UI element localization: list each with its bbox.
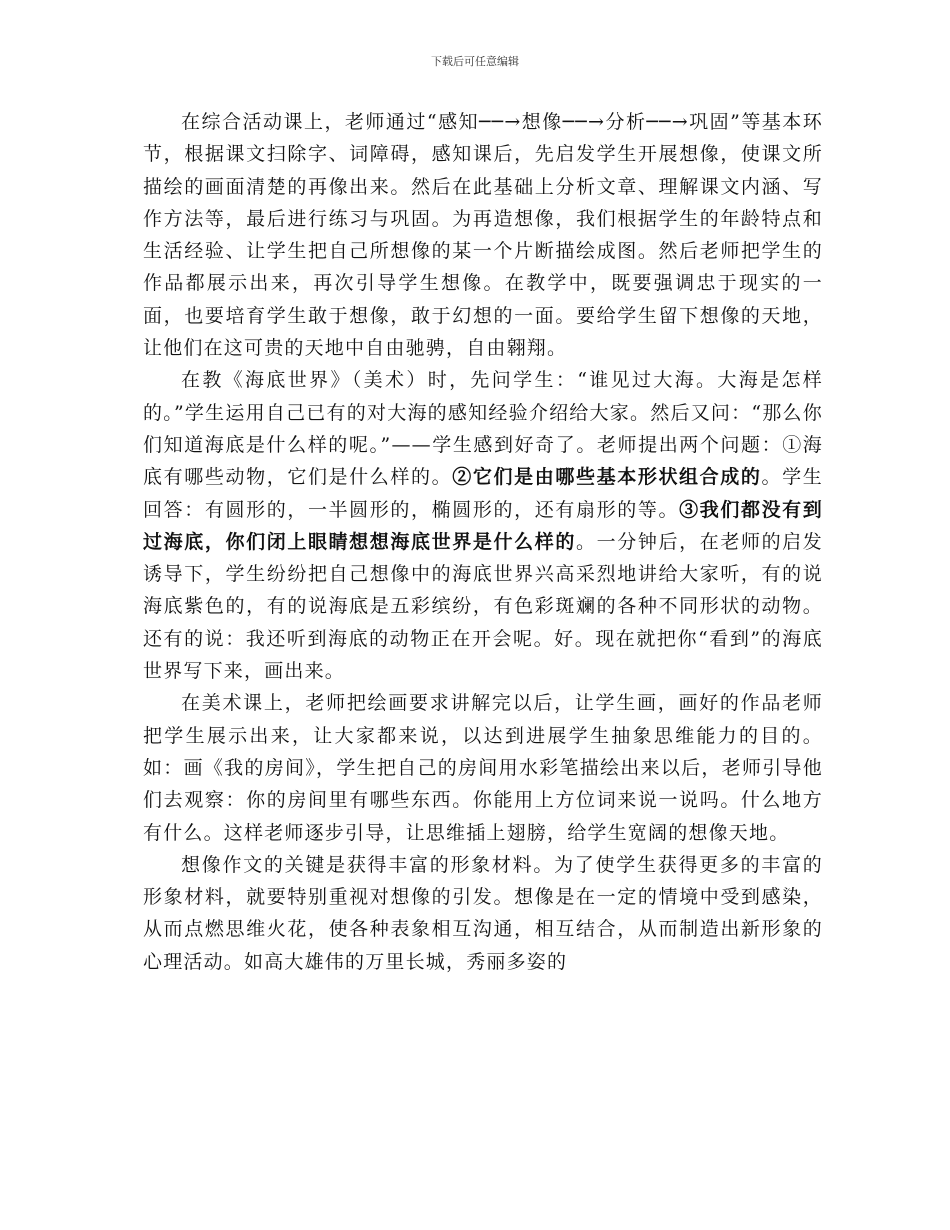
paragraph-2-bold-question-2: ②它们是由哪些基本形状组合成的: [452, 466, 762, 489]
paragraph-1: 在综合活动课上，老师通过“感知──→想像──→分析──→巩固”等基本环节，根据课文扫除字、词障碍，感知课后，先启发学生开展想像，使课文所描绘的画面清楚的再像出来。然后在此基础上分析文章、理解课文内涵、写作方法等，最后进行练习与巩固。为再造想像，我们根据学生的年龄特点和生活经验、让学生把自己所想像的某一个片断描绘成图。然后老师把学生的作品都展示出来，再次引导学生想像。在教学中，既要强调忠于现实的一面，也要培育学生敢于想像，敢于幻想的一面。要给学生留下想像的天地，让他们在这可贵的天地中自由驰骋，自由翱翔。: [143, 111, 823, 360]
page-header: 下载后可任意编辑: [431, 55, 519, 68]
paragraph-2-text-e: 。一分钟后，在老师的启发诱导下，学生纷纷把自己想像中的海底世界兴高采烈地讲给大家听，有的说海底紫色的，有的说海底是五彩缤纷，有色彩斑斓的各种不同形状的动物。还有的说：我还听到海底的动物正在开会呢。好。现在就把你“看到”的海底世界写下来，画出来。: [143, 530, 824, 683]
paragraph-4: 想像作文的关键是获得丰富的形象材料。为了使学生获得更多的丰富的形象材料，就要特别重视对想像的引发。想像是在一定的情境中受到感染，从而点燃思维火花，使各种表象相互沟通，相互结合，从而制造出新形象的心理活动。如高大雄伟的万里长城，秀丽多姿的: [143, 853, 823, 973]
document-body: [143, 106, 823, 978]
paragraph-2-text-c: 。学生回答：有圆形的，一半圆形的，椭圆形的，还有扇形的等。: [143, 466, 823, 521]
paragraph-2: [143, 364, 823, 687]
paragraph-2-text-a: 在教《海底世界》（美术）时，先问学生：“谁见过大海。大海是怎样的。”学生运用自己已有的对大海的感知经验介绍给大家。然后又问：“那么你们知道海底是什么样的呢。”——学生感到好奇了。老师提出两个问题：①海底有哪些动物，它们是什么样的。: [143, 369, 823, 489]
paragraph-2-bold-question-3: ③我们都没有到过海底，你们闭上眼睛想想海底世界是什么样的: [143, 498, 824, 553]
paragraph-3: 在美术课上，老师把绘画要求讲解完以后，让学生画，画好的作品老师把学生展示出来，让大家都来说，以达到进展学生抽象思维能力的目的。如：画《我的房间》，学生把自己的房间用水彩笔描绘出来以后，老师引导他们去观察：你的房间里有哪些东西。你能用上方位词来说一说吗。什么地方有什么。这样老师逐步引导，让思维插上翅膀，给学生宽阔的想像天地。: [143, 692, 823, 844]
